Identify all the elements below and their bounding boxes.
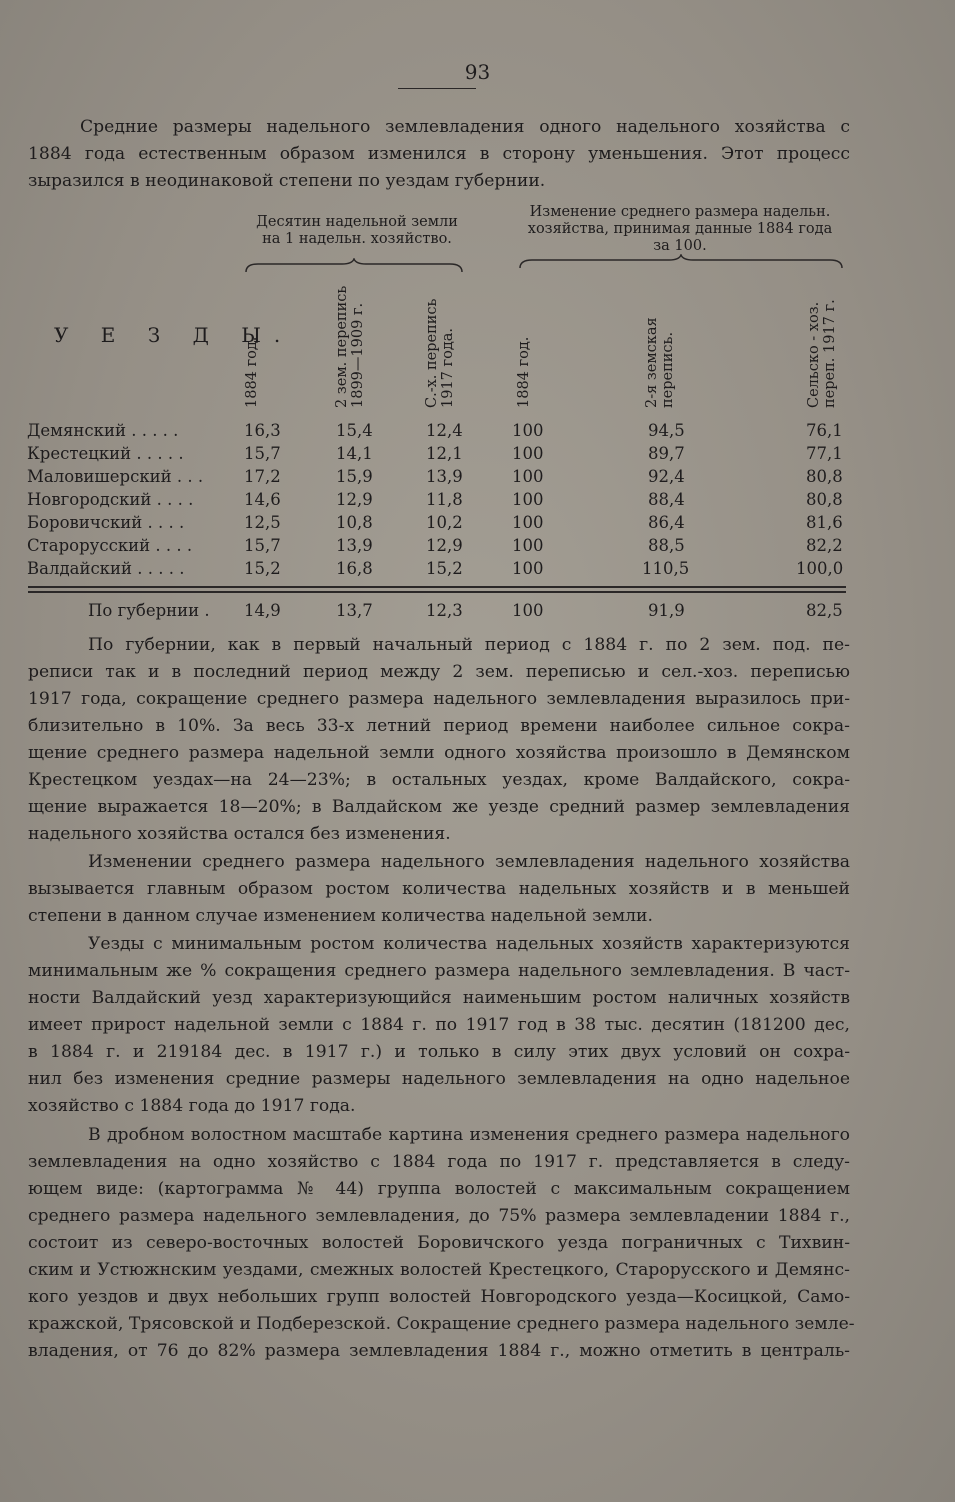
group2-title-line: за 100. (653, 238, 707, 254)
row-uezd-name: Маловишерский . . . (27, 467, 204, 486)
table-cell: 82,5 (806, 601, 843, 620)
text-line: щение выражается 18—20%; в Валдайском же уезде средний размер землевладения (28, 797, 850, 817)
table-cell: 12,5 (244, 513, 281, 532)
text-line: По губернии, как в первый начальный период с 1884 г. по 2 зем. под. пе- (88, 635, 850, 655)
table-cell: 76,1 (806, 421, 843, 440)
group2-title-line: Изменение среднего размера надельн. (529, 204, 831, 220)
text-line: 1917 года, сокращение среднего размера надельного землевладения выразилось при- (28, 689, 850, 709)
table-cell: 92,4 (648, 467, 685, 486)
text-line: кого уездов и двух небольших групп волостей Новгородского уезда—Косицкой, Само- (28, 1287, 850, 1307)
table-cell: 15,4 (336, 421, 373, 440)
col-header-sh-1917 (424, 299, 456, 408)
table-cell: 100 (512, 601, 544, 620)
col-header-line: 1899—1909 г. (350, 302, 366, 408)
table-cell: 82,2 (806, 536, 843, 555)
text-line: щение среднего размера надельной земли одного хозяйства произошло в Демянском (28, 743, 850, 763)
table-cell: 15,2 (426, 559, 463, 578)
table-cell: 89,7 (648, 444, 685, 463)
table-cell: 13,9 (426, 467, 463, 486)
table-cell: 94,5 (648, 421, 685, 440)
group1-title-line: на 1 надельн. хозяйство. (262, 231, 452, 247)
table-cell: 14,6 (244, 490, 281, 509)
col-header-1884-desyatin (244, 337, 260, 408)
table-cell: 15,9 (336, 467, 373, 486)
table-cell: 15,7 (244, 444, 281, 463)
group2-brace (518, 254, 844, 270)
col-header-line: Сельско - хоз. (806, 301, 822, 408)
col-header-line: 1884 год. (244, 336, 260, 408)
table-cell: 88,4 (648, 490, 685, 509)
text-line: кражской, Трясовской и Подберезской. Сокращение среднего размера надельного земле- (28, 1314, 855, 1334)
table-cell: 100 (512, 559, 544, 578)
group1-title (232, 214, 482, 248)
table-cell: 80,8 (806, 467, 843, 486)
group1-title-line: Десятин надельной земли (256, 214, 458, 230)
total-row-label: По губернии . (88, 601, 210, 620)
table-cell: 100 (512, 490, 544, 509)
uezdy-column-header: У Е З Д Ы. (54, 323, 294, 347)
table-cell: 100 (512, 513, 544, 532)
row-uezd-name: Боровичский . . . . (27, 513, 185, 532)
row-uezd-name: Новгородский . . . . (27, 490, 194, 509)
table-cell: 14,1 (336, 444, 373, 463)
table-cell: 100 (512, 421, 544, 440)
table-cell: 100 (512, 467, 544, 486)
paragraph-volost-scale (28, 1122, 855, 1365)
text-line: владения, от 76 до 82% размера землевладения 1884 г., можно отметить в централь- (28, 1341, 850, 1361)
table-cell: 11,8 (426, 490, 463, 509)
table-cell: 12,3 (426, 601, 463, 620)
table-rule-bottom (28, 591, 846, 593)
group2-title-line: хозяйства, принимая данные 1884 года (527, 221, 833, 237)
text-line: нил без изменения средние размеры надельного землевладения на одно надельное (28, 1069, 850, 1089)
table-cell: 13,7 (336, 601, 373, 620)
table-cell: 80,8 (806, 490, 843, 509)
text-line: минимальным же % сокращения среднего размера надельного землевладения. В част- (28, 961, 850, 981)
col-header-line: перепись. (660, 331, 676, 408)
table-cell: 12,9 (336, 490, 373, 509)
text-line: имеет прирост надельной земли с 1884 г. по 1917 год в 38 тыс. десятин (181200 дес, (28, 1015, 850, 1035)
table-cell: 77,1 (806, 444, 843, 463)
table-rule-top (28, 586, 846, 588)
table-cell: 17,2 (244, 467, 281, 486)
text-line: Изменении среднего размера надельного землевладения надельного хозяйства (88, 852, 850, 872)
text-line: ющем виде: (картограмма № 44) группа волостей с максимальным сокращением (28, 1179, 850, 1199)
col-header-line: 2 зем. перепись (334, 285, 350, 408)
text-line: ским и Устюжнским уездами, смежных волостей Крестецкого, Старорусского и Демянс- (28, 1260, 850, 1280)
text-line: В дробном волостном масштабе картина изменения среднего размера надельного (88, 1125, 850, 1145)
text-line: ности Валдайский уезд характеризующийся наименьшим ростом наличных хозяйств (28, 988, 850, 1008)
table-cell: 16,8 (336, 559, 373, 578)
text-line: степени в данном случае изменением количества надельной земли. (28, 906, 653, 926)
row-uezd-name: Демянский . . . . . (27, 421, 179, 440)
row-uezd-name: Крестецкий . . . . . (27, 444, 184, 463)
table-cell: 100 (512, 444, 544, 463)
table-cell: 86,4 (648, 513, 685, 532)
table-cell: 12,9 (426, 536, 463, 555)
table-cell: 15,7 (244, 536, 281, 555)
intro-line: Средние размеры надельного землевладения одного надельного хозяйства с (80, 117, 850, 137)
row-uezd-name: Старорусский . . . . (27, 536, 193, 555)
text-line: реписи так и в последний период между 2 зем. переписью и сел.-хоз. переписью (28, 662, 850, 682)
col-header-sh-index (806, 299, 838, 408)
table-cell: 13,9 (336, 536, 373, 555)
row-uezd-name: Валдайский . . . . . (27, 559, 185, 578)
col-header-line: 1884 год. (516, 336, 532, 408)
text-line: близительно в 10%. За весь 33-х летний период времени наиболее сильное сокра- (28, 716, 850, 736)
text-line: надельного хозяйства остался без изменения. (28, 824, 451, 844)
paragraph-valdai (28, 931, 850, 1120)
table-cell: 12,1 (426, 444, 463, 463)
text-line: среднего размера надельного землевладения, до 75% размера землевладении 1884 г., (28, 1206, 850, 1226)
intro-line: 1884 года естественным образом изменился в сторону уменьшения. Этот процесс (28, 144, 850, 164)
col-header-zemskaya-index (644, 317, 676, 408)
text-line: состоит из северо-восточных волостей Боровичского уезда пограничных с Тихвин- (28, 1233, 850, 1253)
table-cell: 91,9 (648, 601, 685, 620)
col-header-zemskaya-1899 (334, 286, 366, 408)
col-header-line: переп. 1917 г. (822, 299, 838, 408)
table-cell: 81,6 (806, 513, 843, 532)
page-number-rule (398, 88, 476, 89)
text-line: Крестецком уездах—на 24—23%; в остальных уездах, кроме Валдайского, сокра- (28, 770, 850, 790)
text-line: вызывается главным образом ростом количества надельных хозяйств и в меньшей (28, 879, 850, 899)
table-cell: 10,2 (426, 513, 463, 532)
table-cell: 88,5 (648, 536, 685, 555)
page-number: 93 (464, 60, 491, 84)
text-line: хозяйство с 1884 года до 1917 года. (28, 1096, 356, 1116)
table-cell: 14,9 (244, 601, 281, 620)
table-cell: 10,8 (336, 513, 373, 532)
text-line: Уезды с минимальным ростом количества надельных хозяйств характеризуются (88, 934, 850, 954)
table-cell: 16,3 (244, 421, 281, 440)
intro-paragraph (28, 114, 850, 195)
col-header-line: С.-х. перепись (424, 298, 440, 408)
paragraph-guberniya-summary (28, 632, 850, 848)
table-cell: 15,2 (244, 559, 281, 578)
paragraph-causes (28, 849, 850, 930)
col-header-1884-index (516, 337, 532, 408)
text-line: в 1884 г. и 219184 дес. в 1917 г.) и только в силу этих двух условий он сохра- (28, 1042, 850, 1062)
col-header-line: 1917 года. (440, 327, 456, 408)
text-line: землевладения на одно хозяйство с 1884 года по 1917 г. представляется в следу- (28, 1152, 850, 1172)
table-cell: 12,4 (426, 421, 463, 440)
table-cell: 110,5 (642, 559, 690, 578)
group1-brace (244, 258, 464, 274)
group2-title (500, 204, 860, 255)
col-header-line: 2-я земская (644, 317, 660, 408)
table-cell: 100 (512, 536, 544, 555)
intro-line: зыразился в неодинаковой степени по уездам губернии. (28, 171, 546, 191)
table-cell: 100,0 (796, 559, 844, 578)
